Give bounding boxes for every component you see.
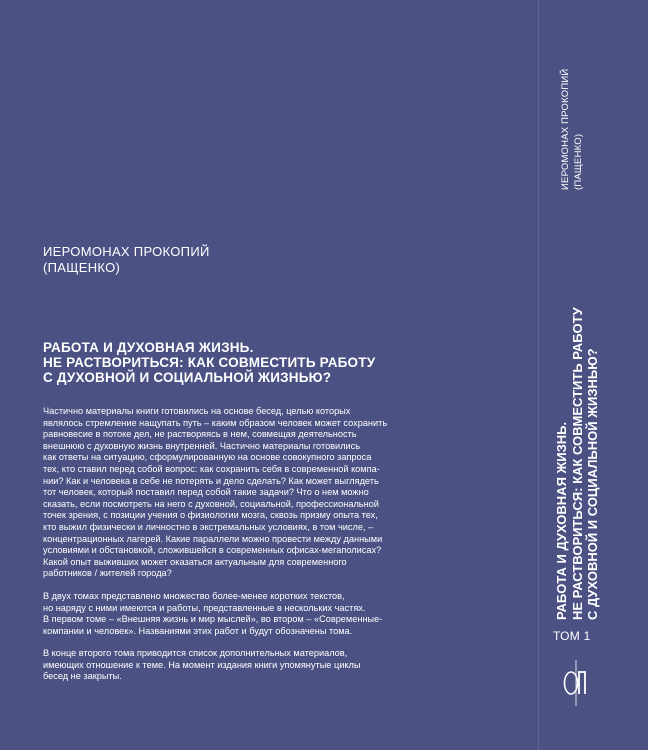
text-line: тех, кто ставил перед собой вопрос: как сохранить себя в современной компа- [43, 463, 380, 474]
text-line: условиями и обстановкой, сложившейся в современных офисах-мегаполисах? [43, 545, 382, 556]
text-line: кто выжил физически и личностно в экстремальных условиях, в том числе, – [43, 521, 374, 532]
spine-title-line: НЕ РАСТВОРИТЬСЯ: КАК СОВМЕСТИТЬ РАБОТУ [569, 307, 585, 620]
publisher-logo [562, 660, 590, 706]
book-title [43, 340, 375, 385]
spine-title-line: РАБОТА И ДУХОВНАЯ ЖИЗНЬ. [554, 421, 569, 620]
title-line: С ДУХОВНОЙ И СОЦИАЛЬНОЙ ЖИЗНЬЮ? [43, 370, 332, 385]
volume-label: ТОМ 1 [553, 629, 591, 643]
page-edge [648, 0, 654, 750]
text-line: равновесие в потоке дел, не растворяясь в нем, совмещая деятельность [43, 429, 357, 440]
text-line: являлось стремление нащупать путь – каким образом человек может сохранить [43, 417, 388, 428]
spine-author-line: ИЕРОМОНАХ ПРОКОПИЙ [560, 68, 571, 190]
text-line: работников / жителей города? [43, 568, 172, 579]
description-paragraph-3 [43, 648, 473, 683]
text-line: нии? Как и человека в себе не потерять и дело сделать? Как может выглядеть [43, 475, 379, 486]
text-line: концентрационных лагерей. Какие параллели можно провести между данными [43, 533, 383, 544]
text-line: точек зрения, с позиции учения о физиологии мозга, сквозь призму опыта тех, [43, 510, 378, 521]
book-description [43, 406, 473, 694]
title-line: РАБОТА И ДУХОВНАЯ ЖИЗНЬ. [43, 340, 254, 355]
text-line: сказать, если посмотреть на него с духовной, социальной, профессиональной [43, 498, 379, 509]
text-line: В первом томе – «Внешняя жизнь и мир мыслей», во втором – «Современные- [43, 614, 383, 625]
text-line: но наряду с ними имеются и работы, представленные в нескольких частях. [43, 602, 366, 613]
text-line: тот человек, который поставил перед собой такие задачи? Что о нем можно [43, 487, 369, 498]
author-name [43, 244, 210, 276]
description-paragraph-1 [43, 406, 473, 580]
spine-title-line: С ДУХОВНОЙ И СОЦИАЛЬНОЙ ЖИЗНЬЮ? [585, 348, 600, 620]
text-line: В конце второго тома приводится список дополнительных материалов, [43, 648, 348, 659]
text-line: имеющих отношение к теме. На момент издания книги упомянутые циклы [43, 659, 361, 670]
text-line: В двух томах представлено множество более-менее коротких текстов, [43, 590, 345, 601]
description-paragraph-2 [43, 591, 473, 637]
text-line: как ответы на ситуацию, сформулированную на основе совокупного запроса [43, 452, 372, 463]
text-line: Какой опыт выживших может оказаться актуальным для современного [43, 556, 347, 567]
text-line: внешнюю с духовную жизнь внутренней. Частично материалы готовились [43, 440, 361, 451]
spine-author [559, 40, 591, 190]
author-line: (ПАЩЕНКО) [43, 260, 121, 275]
spine-title [554, 250, 614, 620]
text-line: Частично материалы книги готовились на основе бесед, целью которых [43, 406, 351, 416]
author-line: ИЕРОМОНАХ ПРОКОПИЙ [43, 244, 210, 259]
text-line: бесед не закрыты. [43, 671, 122, 682]
spine-author-line: (ПАЩЕНКО) [573, 133, 584, 190]
text-line: компании и человек». Названиями этих работ и будут обозначены тома. [43, 625, 353, 636]
title-line: НЕ РАСТВОРИТЬСЯ: КАК СОВМЕСТИТЬ РАБОТУ [43, 355, 376, 370]
